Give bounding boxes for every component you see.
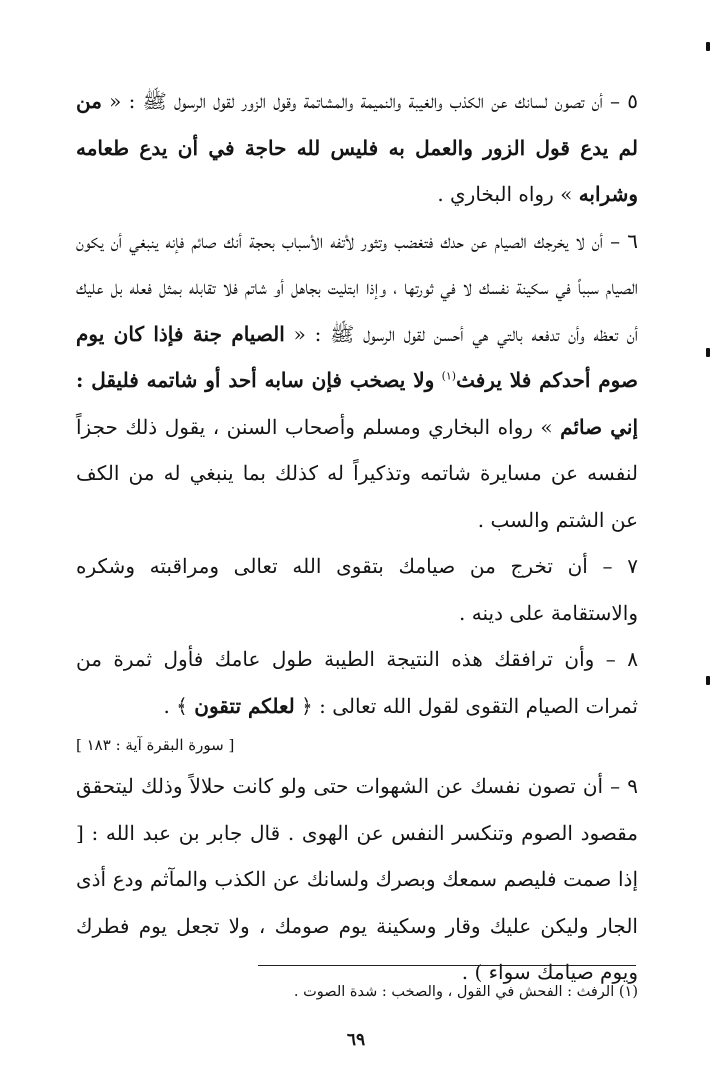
paragraph-9: ٩ – أن تصون نفسك عن الشهوات حتى ولو كانت حلالاً وذلك ليتحقق مقصود الصوم وتنكسر النفس عن الهوى . قال جابر بن عبد الله : [ إذا صمت فليصم سمعك وبصرك ولسانك عن الكذب والمآثم ودع أذى الجار وليكن عليك وقار وسكينة يوم صومك ، ولا تجعل يوم فطرك ويوم صيامك سواء ) . [76,774,638,984]
paragraph-6-hadith-part2: ولا يصخب فإن سابه أحد أو شاتمه فليقل : إني صائم [76,368,638,439]
paragraph-6-outro: » رواه البخاري ومسلم وأصحاب السنن ، يقول ذلك حجزاً لنفسه عن مسايرة شاتمه وتذكيراً له كذلك بما ينبغي له من الكف عن الشتم والسب . [76,414,638,532]
footnote: (١) الرفث : الفحش في القول ، والصخب : شدة الصوت . [293,984,638,1000]
margin-mark-top [706,42,710,51]
quran-reference [76,731,638,759]
footnote-reference: (١) [441,369,457,383]
margin-mark-lower [706,676,710,685]
paragraph-8-intro: ٨ – وأن ترافقك هذه النتيجة الطيبة طول عامك فأول ثمرة من ثمرات الصيام التقوى لقول الله تعالى : ﴿ [76,647,638,718]
paragraph-6-hadith-part1: الصيام جنة فإذا كان يوم صوم أحدكم فلا يرفث [76,321,638,392]
footnote-separator [258,965,636,966]
paragraph-8-quran-verse: لعلكم تتقون [194,693,295,718]
paragraph-8-outro: ﴾ . [163,693,188,718]
paragraph-7: ٧ – أن تخرج من صيامك بتقوى الله تعالى ومراقبته وشكره والاستقامة على دينه . [76,554,638,625]
paragraph-5-intro: ٥ – أن تصون لسانك عن الكذب والغيبة والنميمة والمشاتمة وقول الزور لقول الرسول ﷺ : « [109,89,638,113]
paragraph-5 [76,78,638,218]
paragraph-6 [76,218,638,544]
paragraph-5-hadith: من لم يدع قول الزور والعمل به فليس لله حاجة في أن يدع طعامه وشرابه [76,89,638,206]
page-body [76,78,638,996]
quran-reference-text: [ سورة البقرة آية : ١٨٣ ] [76,736,235,754]
margin-mark-middle [706,348,710,357]
paragraph-8 [76,636,638,729]
paragraph-5-outro: » رواه البخاري . [437,182,573,206]
paragraph-6-intro: ٦ – أن لا يخرجك الصيام عن حدك فتغضب وتثور لأتفه الأسباب بحجة أنك صائم فإنه ينبغي أن يكون الصيام سبباً في سكينة نفسك لا في ثورتها ، وإذا ابتليت بجاهل أو شاتم فلا تقابله بمثل فعله بل عليك أن تعظه وأن تدفعه بالتي هي أحسن لقول الرسول ﷺ : « [76,228,639,346]
page-number: ٦٩ [346,1030,366,1050]
